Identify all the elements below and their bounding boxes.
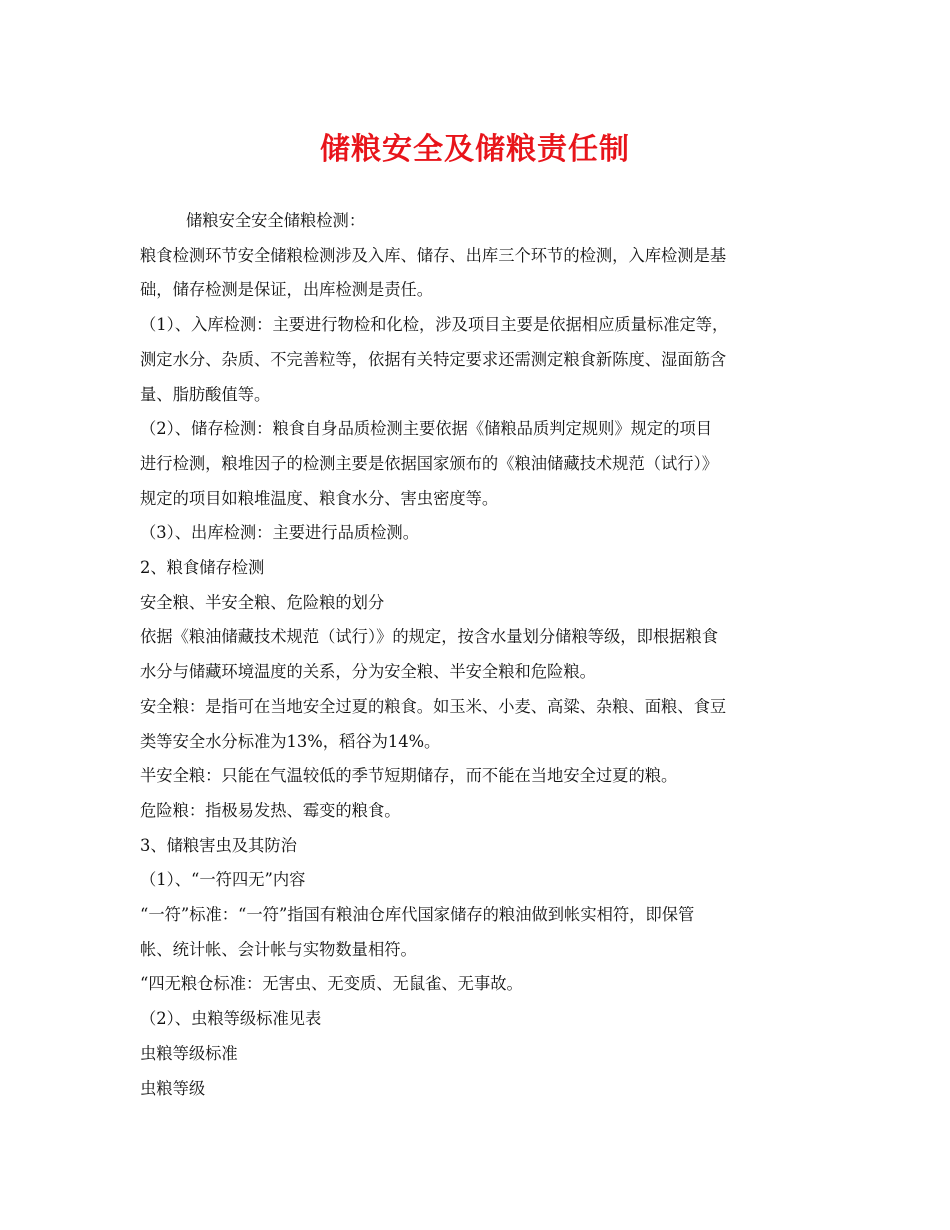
paragraph-line: 安全粮：是指可在当地安全过夏的粮食。如玉米、小麦、高粱、杂粮、面粮、食豆 — [140, 696, 727, 716]
paragraph-line: 帐、统计帐、会计帐与实物数量相符。 — [140, 939, 417, 959]
paragraph-line: “一符”标准：“一符”指国有粮油仓库代国家储存的粮油做到帐实相符，即保管 — [140, 905, 695, 925]
paragraph-line: 粮食检测环节安全储粮检测涉及入库、储存、出库三个环节的检测，入库检测是基 — [140, 245, 727, 265]
section-heading: 2、粮食储存检测 — [140, 558, 265, 578]
page-title: 储粮安全及储粮责任制 — [320, 132, 630, 167]
paragraph-line: 虫粮等级 — [140, 1078, 206, 1098]
document-body — [140, 204, 812, 1106]
paragraph-line: 安全粮、半安全粮、危险粮的划分 — [140, 592, 385, 612]
paragraph-line: 类等安全水分标准为13%，稻谷为14%。 — [140, 731, 441, 751]
paragraph-line: （1）、入库检测：主要进行物检和化检，涉及项目主要是依据相应质量标准定等， — [140, 315, 729, 335]
paragraph-line: 半安全粮：只能在气温较低的季节短期储存，而不能在当地安全过夏的粮。 — [140, 766, 678, 786]
paragraph-line: 水分与储藏环境温度的关系，分为安全粮、半安全粮和危险粮。 — [140, 662, 596, 682]
paragraph-line: 进行检测，粮堆因子的检测主要是依据国家颁布的《粮油储藏技术规范（试行）》 — [140, 453, 718, 473]
paragraph-line: （2）、储存检测：粮食自身品质检测主要依据《储粮品质判定规则》规定的项目 — [140, 419, 713, 439]
paragraph-line: 储粮安全安全储粮检测： — [186, 211, 366, 230]
paragraph-line: （3）、出库检测：主要进行品质检测。 — [140, 523, 419, 543]
paragraph-line: “四无粮仓标准：无害虫、无变质、无鼠雀、无事故。 — [140, 974, 523, 994]
paragraph-line: 规定的项目如粮堆温度、粮食水分、害虫密度等。 — [140, 488, 499, 508]
paragraph-line: 依据《粮油储藏技术规范（试行）》的规定，按含水量划分储粮等级，即根据粮食 — [140, 627, 718, 647]
paragraph-line: 础，储存检测是保证，出库检测是责任。 — [140, 280, 434, 300]
paragraph-line: 量、脂肪酸值等。 — [140, 384, 271, 404]
paragraph-line: 危险粮：指极易发热、霉变的粮食。 — [140, 800, 401, 820]
paragraph-line: 虫粮等级标准 — [140, 1043, 238, 1063]
section-heading: 3、储粮害虫及其防治 — [140, 835, 297, 855]
paragraph-line: 测定水分、杂质、不完善粒等，依据有关特定要求还需测定粮食新陈度、湿面筋含 — [140, 349, 727, 369]
paragraph-line: （1）、“一符四无”内容 — [140, 870, 306, 890]
paragraph-line: （2）、虫粮等级标准见表 — [140, 1009, 322, 1029]
